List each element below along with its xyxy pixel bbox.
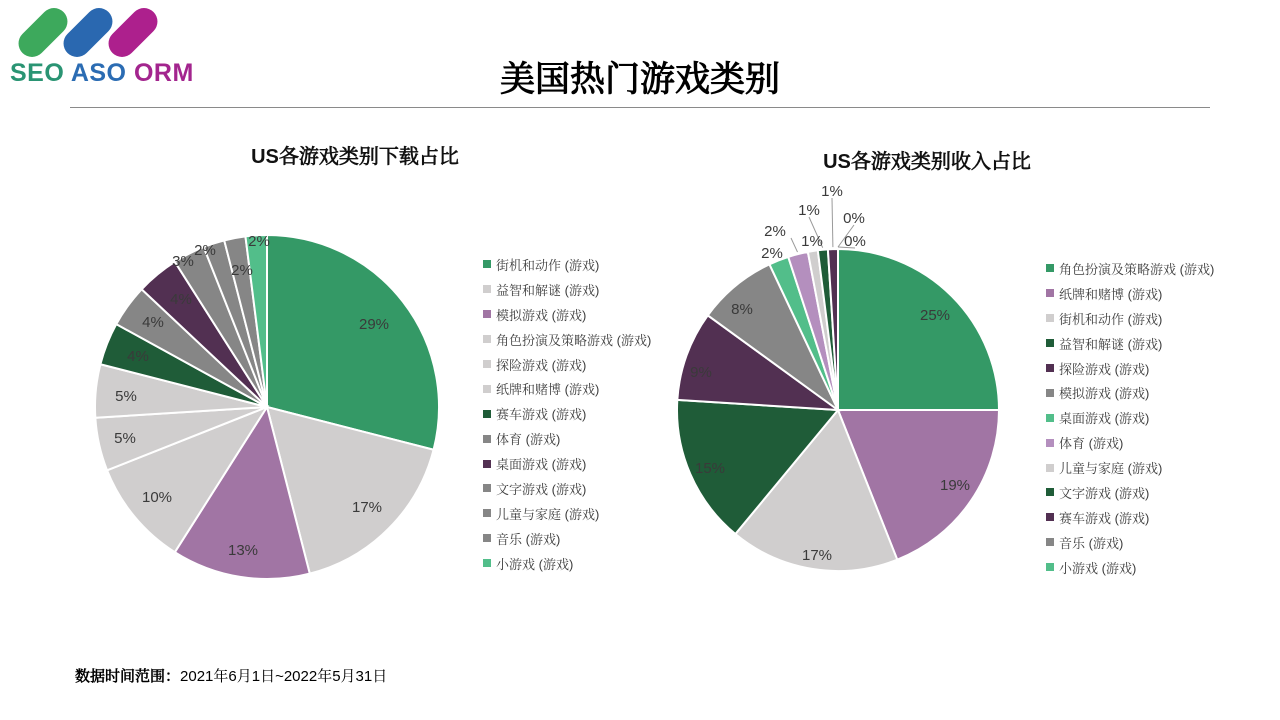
pie-data-label: 2%: [761, 245, 783, 262]
logo-word-seo: SEO: [10, 59, 65, 87]
pie-data-label: 17%: [801, 547, 833, 564]
pie-data-label: 1%: [801, 233, 823, 250]
legend-item: [1046, 256, 1214, 281]
legend-swatch-icon: [483, 385, 491, 393]
legend-label: 音乐 (游戏): [496, 531, 561, 547]
logo-word-orm: ORM: [133, 59, 194, 87]
pie-data-label: 1%: [821, 183, 843, 200]
legend-swatch-icon: [1046, 264, 1054, 272]
legend-swatch-icon: [483, 509, 491, 517]
legend-item: [483, 501, 651, 526]
legend-label: 街机和动作 (游戏): [496, 257, 600, 273]
legend-item: [483, 376, 651, 401]
revenue-pie-chart: [660, 180, 1040, 580]
legend-item: [1046, 356, 1214, 381]
legend-swatch-icon: [1046, 563, 1054, 571]
pie-data-label: 0%: [843, 210, 865, 227]
legend-item: [483, 277, 651, 302]
data-range-note: [75, 665, 387, 686]
legend-item: [483, 551, 651, 576]
legend-item: [1046, 281, 1214, 306]
legend-swatch-icon: [1046, 414, 1054, 422]
pie-data-label: 4%: [142, 314, 164, 331]
legend-swatch-icon: [1046, 538, 1054, 546]
legend-item: [483, 451, 651, 476]
legend-label: 文字游戏 (游戏): [1059, 485, 1150, 501]
legend-label: 模拟游戏 (游戏): [1059, 386, 1150, 402]
pie-data-label: 29%: [358, 316, 390, 333]
legend-item: [483, 526, 651, 551]
pie-data-label: 13%: [227, 542, 259, 559]
legend-swatch-icon: [1046, 339, 1054, 347]
legend-item: [483, 327, 651, 352]
pie-data-label: 9%: [690, 364, 712, 381]
pie-data-label: 19%: [939, 477, 971, 494]
data-range-value: 2021年6月1日~2022年5月31日: [180, 668, 388, 685]
legend-swatch-icon: [483, 285, 491, 293]
revenue-legend: [1046, 256, 1214, 580]
legend-label: 桌面游戏 (游戏): [496, 457, 587, 473]
downloads-chart-title: US各游戏类别下载占比: [251, 146, 459, 168]
legend-swatch-icon: [483, 559, 491, 567]
legend-swatch-icon: [1046, 314, 1054, 322]
pie-data-label: 1%: [798, 202, 820, 219]
pie-data-label: 15%: [694, 460, 726, 477]
legend-item: [483, 252, 651, 277]
legend-label: 角色扮演及策略游戏 (游戏): [496, 332, 652, 348]
legend-label: 文字游戏 (游戏): [496, 481, 587, 497]
pie-data-label: 2%: [248, 233, 270, 250]
legend-label: 街机和动作 (游戏): [1059, 311, 1163, 327]
pie-data-label: 4%: [170, 291, 192, 308]
legend-swatch-icon: [1046, 488, 1054, 496]
pie-data-label: 2%: [194, 242, 216, 259]
pie-data-label: 5%: [114, 430, 136, 447]
page-title: 美国热门游戏类别: [499, 60, 780, 99]
legend-label: 桌面游戏 (游戏): [1059, 411, 1150, 427]
label-leader-line: [791, 238, 798, 252]
legend-label: 赛车游戏 (游戏): [496, 407, 587, 423]
pie-data-label: 4%: [127, 348, 149, 365]
legend-item: [483, 302, 651, 327]
legend-swatch-icon: [483, 360, 491, 368]
legend-swatch-icon: [1046, 439, 1054, 447]
legend-item: [1046, 455, 1214, 480]
legend-label: 益智和解谜 (游戏): [496, 282, 600, 298]
pie-data-label: 8%: [731, 301, 753, 318]
legend-item: [483, 352, 651, 377]
pie-data-label: 0%: [844, 233, 866, 250]
legend-label: 体育 (游戏): [496, 432, 561, 448]
legend-swatch-icon: [483, 484, 491, 492]
legend-item: [1046, 505, 1214, 530]
legend-label: 小游戏 (游戏): [496, 556, 574, 572]
legend-label: 儿童与家庭 (游戏): [496, 506, 600, 522]
legend-label: 儿童与家庭 (游戏): [1059, 461, 1163, 477]
legend-label: 益智和解谜 (游戏): [1059, 336, 1163, 352]
legend-swatch-icon: [483, 460, 491, 468]
legend-item: [483, 426, 651, 451]
label-leader-line: [832, 198, 833, 247]
legend-swatch-icon: [1046, 289, 1054, 297]
legend-label: 探险游戏 (游戏): [1059, 361, 1150, 377]
data-range-label: 数据时间范围：: [75, 668, 181, 685]
legend-swatch-icon: [483, 534, 491, 542]
pie-data-label: 2%: [764, 223, 786, 240]
legend-label: 纸牌和赌博 (游戏): [496, 382, 600, 398]
pie-data-label: 17%: [351, 499, 383, 516]
legend-label: 纸牌和赌博 (游戏): [1059, 286, 1163, 302]
legend-item: [1046, 430, 1214, 455]
legend-label: 小游戏 (游戏): [1059, 560, 1137, 576]
legend-item: [1046, 380, 1214, 405]
downloads-pie-chart: [60, 220, 480, 590]
legend-swatch-icon: [1046, 364, 1054, 372]
legend-swatch-icon: [483, 435, 491, 443]
pie-slice: [838, 249, 999, 410]
pie-data-label: 3%: [172, 253, 194, 270]
legend-item: [483, 401, 651, 426]
legend-swatch-icon: [1046, 513, 1054, 521]
legend-swatch-icon: [1046, 464, 1054, 472]
legend-label: 探险游戏 (游戏): [496, 357, 587, 373]
legend-swatch-icon: [483, 410, 491, 418]
legend-label: 模拟游戏 (游戏): [496, 307, 587, 323]
legend-swatch-icon: [483, 310, 491, 318]
legend-swatch-icon: [483, 260, 491, 268]
legend-swatch-icon: [1046, 389, 1054, 397]
legend-item: [1046, 480, 1214, 505]
pie-data-label: 25%: [919, 307, 951, 324]
legend-item: [1046, 331, 1214, 356]
legend-label: 音乐 (游戏): [1059, 535, 1124, 551]
logo-word-aso: ASO: [70, 59, 127, 87]
pie-data-label: 2%: [231, 262, 253, 279]
legend-item: [483, 476, 651, 501]
pie-data-label: 10%: [141, 489, 173, 506]
revenue-chart-title: US各游戏类别收入占比: [823, 151, 1031, 173]
downloads-legend: [483, 252, 651, 576]
legend-item: [1046, 530, 1214, 555]
legend-swatch-icon: [483, 335, 491, 343]
pie-data-label: 5%: [115, 388, 137, 405]
legend-item: [1046, 306, 1214, 331]
legend-item: [1046, 555, 1214, 580]
legend-label: 赛车游戏 (游戏): [1059, 510, 1150, 526]
legend-item: [1046, 405, 1214, 430]
legend-label: 角色扮演及策略游戏 (游戏): [1059, 261, 1215, 277]
legend-label: 体育 (游戏): [1059, 436, 1124, 452]
title-divider: [70, 107, 1210, 108]
